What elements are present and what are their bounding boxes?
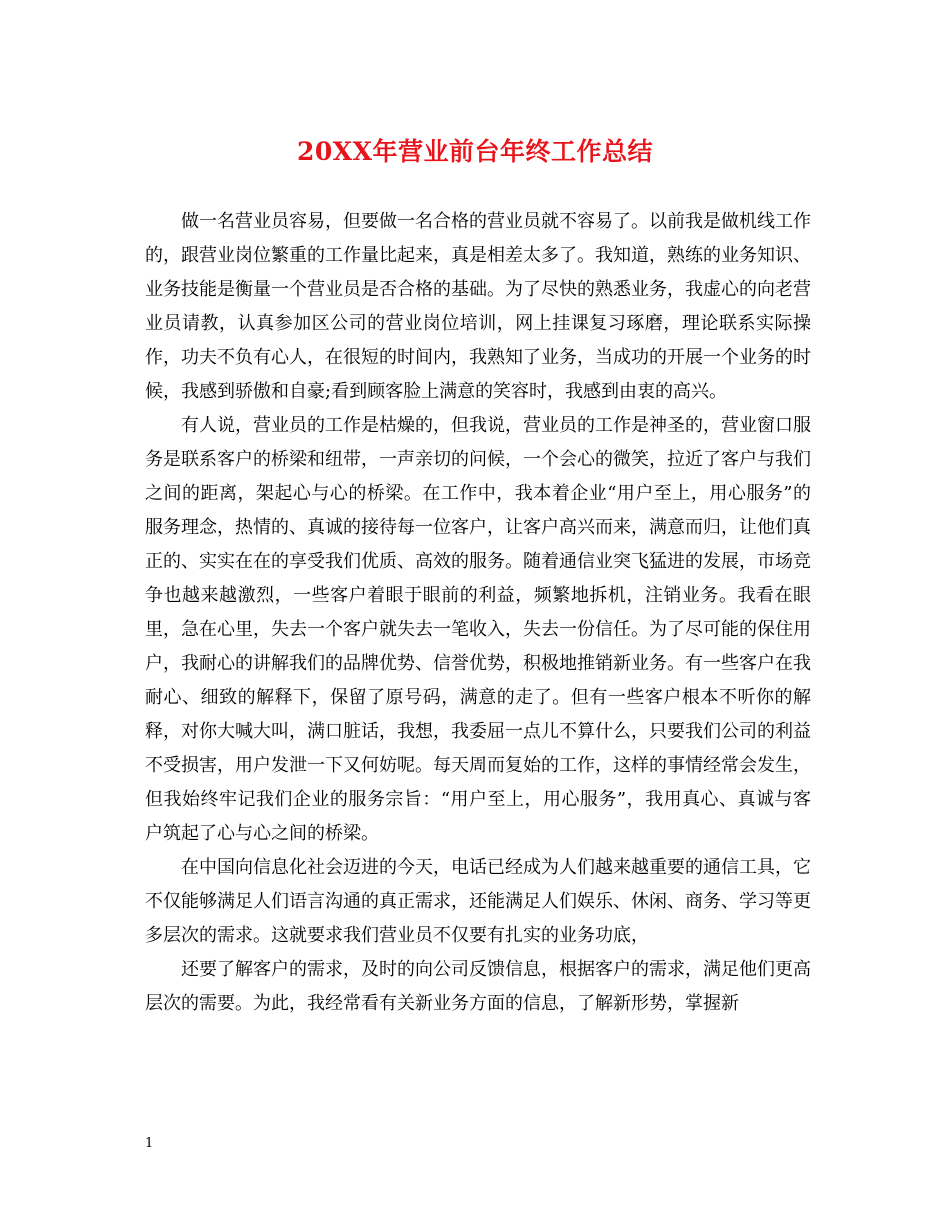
paragraph-4: 还要了解客户的需求，及时的向公司反馈信息，根据客户的需求，满足他们更高层次的需要。为此，我经常看有关新业务方面的信息，了解新形势，掌握新 xyxy=(145,959,811,1014)
paragraph-2: 有人说，营业员的工作是枯燥的，但我说，营业员的工作是神圣的，营业窗口服务是联系客户的桥梁和纽带，一声亲切的问候，一个会心的微笑，拉近了客户与我们之间的距离，架起心与心的桥梁。在工作中，我本着企业“用户至上，用心服务”的服务理念，热情的、真诚的接待每一位客户，让客户高兴而来，满意而归，让他们真正的、实实在在的享受我们优质、高效的服务。随着通信业突飞猛进的发展，市场竞争也越来越激烈，一些客户着眼于眼前的利益，频繁地拆机，注销业务。我看在眼里，急在心里，失去一个客户就失去一笔收入，失去一份信任。为了尽可能的保住用户，我耐心的讲解我们的品牌优势、信誉优势，积极地推销新业务。有一些客户在我耐心、细致的解释下，保留了原号码，满意的走了。但有一些客户根本不听你的解释，对你大喊大叫，满口脏话，我想，我委屈一点儿不算什么，只要我们公司的利益不受损害，用户发泄一下又何妨呢。每天周而复始的工作，这样的事情经常会发生，但我始终牢记我们企业的服务宗旨：“用户至上，用心服务”，我用真心、真诚与客户筑起了心与心之间的桥梁。 xyxy=(145,415,811,844)
paragraph-1: 做一名营业员容易，但要做一名合格的营业员就不容易了。以前我是做机线工作的，跟营业岗位繁重的工作量比起来，真是相差太多了。我知道，熟练的业务知识、业务技能是衡量一个营业员是否合格的基础。为了尽快的熟悉业务，我虚心的向老营业员请教，认真参加区公司的营业岗位培训，网上挂课复习琢磨，理论联系实际操作，功夫不负有心人，在很短的时间内，我熟知了业务，当成功的开展一个业务的时候，我感到骄傲和自豪;看到顾客脸上满意的笑容时，我感到由衷的高兴。 xyxy=(145,211,811,402)
document-body xyxy=(145,205,811,1021)
paragraph-3: 在中国向信息化社会迈进的今天，电话已经成为人们越来越重要的通信工具，它不仅能够满足人们语言沟通的真正需求，还能满足人们娱乐、休闲、商务、学习等更多层次的需求。这就要求我们营业员不仅要有扎实的业务功底， xyxy=(145,857,811,946)
document-title: 20XX年营业前台年终工作总结 xyxy=(296,137,654,166)
page-number: 1 xyxy=(145,1136,154,1151)
